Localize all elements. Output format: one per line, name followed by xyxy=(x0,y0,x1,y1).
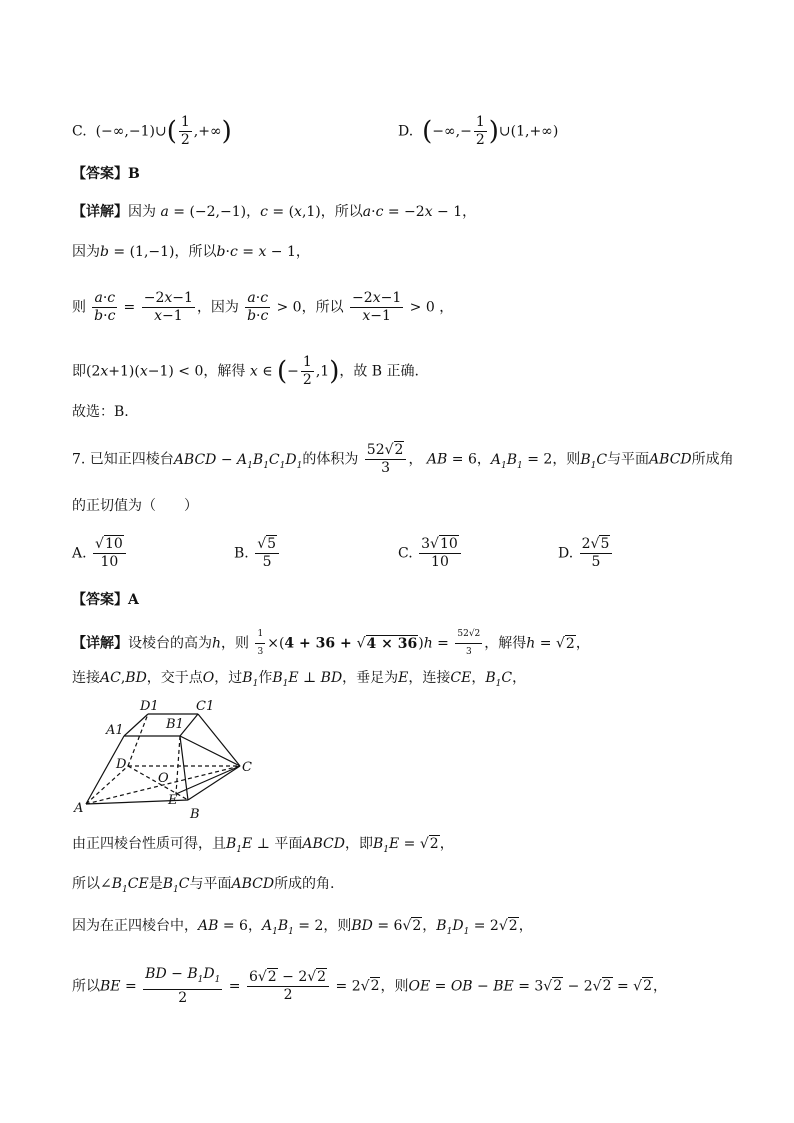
label-b1: B1 xyxy=(166,717,184,732)
q6-detail-line-2: 因为b = (1,−1)，所以b·c = x − 1， xyxy=(72,244,310,260)
label-d: D xyxy=(116,757,127,772)
q7-stem-line-1: 7. 已知正四棱台ABCD − $A_1B_1C_1D_1$的体积为 $\frac{52√2}{3}$ ， AB = 6，$A_1B_1 = 2$，则$B_1C$与平面ABCD所成角 xyxy=(72,442,734,476)
q6-answer: 【答案】B xyxy=(72,166,140,182)
q7-detail-line-3: 由正四棱台性质可得，且$B_1E$ ⊥ 平面ABCD，即$B_1E = √2$， xyxy=(72,836,454,855)
q7-option-c: C. $\frac{3√10}{10}$ xyxy=(398,536,463,571)
q7-option-a: A. $\frac{√10}{10}$ xyxy=(72,536,128,571)
q7-detail-line-6: 所以BE = $\frac{BD - B_1D_1}{2}$ = $\frac{6√2 - 2√2}{2}$ = 2√2，则OE = OB − BE = 3√2 − 2√2 = √2， xyxy=(72,966,668,1006)
q6-detail-line-3: 则 $\frac{a\cdot c}{b\cdot c}$ = $\frac{-2x-1}{x-1}$ ，因为 $\frac{a\cdot c}{b\cdot c}$ > 0，所以 $\frac{-2x-1}{x-1}$ > 0 ， xyxy=(72,290,454,324)
q7-detail-line-4: 所以$\angle B_1CE$是$B_1C$与平面ABCD所成的角. xyxy=(72,876,335,895)
q6-conclusion: 故选：B. xyxy=(72,404,129,420)
label-c: C xyxy=(242,760,252,775)
label-o: O xyxy=(158,771,169,786)
frustum-figure xyxy=(72,696,272,826)
q7-option-b: B. $\frac{√5}{5}$ xyxy=(234,536,281,571)
q7-detail-line-2: 连接AC,BD，交于点O，过$B_1$作$B_1E$ ⊥ BD，垂足为E，连接CE，$B_1C$， xyxy=(72,670,527,689)
q6-option-c: C. (−∞,−1)∪( $\frac{1}{2}$ ,+∞) xyxy=(72,114,232,148)
q7-detail-line-1: 【详解】设棱台的高为h，则 $\frac{1}{3}$ ×(4 + 36 + √4 × 36)h = $\frac{52√2}{3}$ ，解得h = √2， xyxy=(72,626,590,661)
q7-detail-line-5: 因为在正四棱台中，AB = 6，$A_1B_1 = 2$，则BD = 6√2，$B_1D_1 = 2√2$， xyxy=(72,918,533,937)
q6-option-d: D. (−∞,− $\frac{1}{2}$ )∪(1,+∞) xyxy=(398,114,559,148)
label-a: A xyxy=(74,801,84,816)
label-c1: C1 xyxy=(196,699,215,714)
q6-detail-line-1: 【详解】因为 a = (−2,−1)，c = (x,1)，所以a·c = −2x − 1， xyxy=(72,204,477,220)
q7-option-d: D. $\frac{2√5}{5}$ xyxy=(558,536,614,571)
label-a1: A1 xyxy=(106,723,124,738)
label-d1: D1 xyxy=(140,699,159,714)
q7-stem-line-2: 的正切值为（ ） xyxy=(72,498,198,514)
q6-detail-line-4: 即(2x+1)(x−1) < 0，解得 x ∈ (− $\frac{1}{2}$ ,1)，故 B 正确. xyxy=(72,354,419,388)
label-e: E xyxy=(168,793,178,808)
label-b: B xyxy=(190,807,200,822)
q7-answer: 【答案】A xyxy=(72,592,139,608)
